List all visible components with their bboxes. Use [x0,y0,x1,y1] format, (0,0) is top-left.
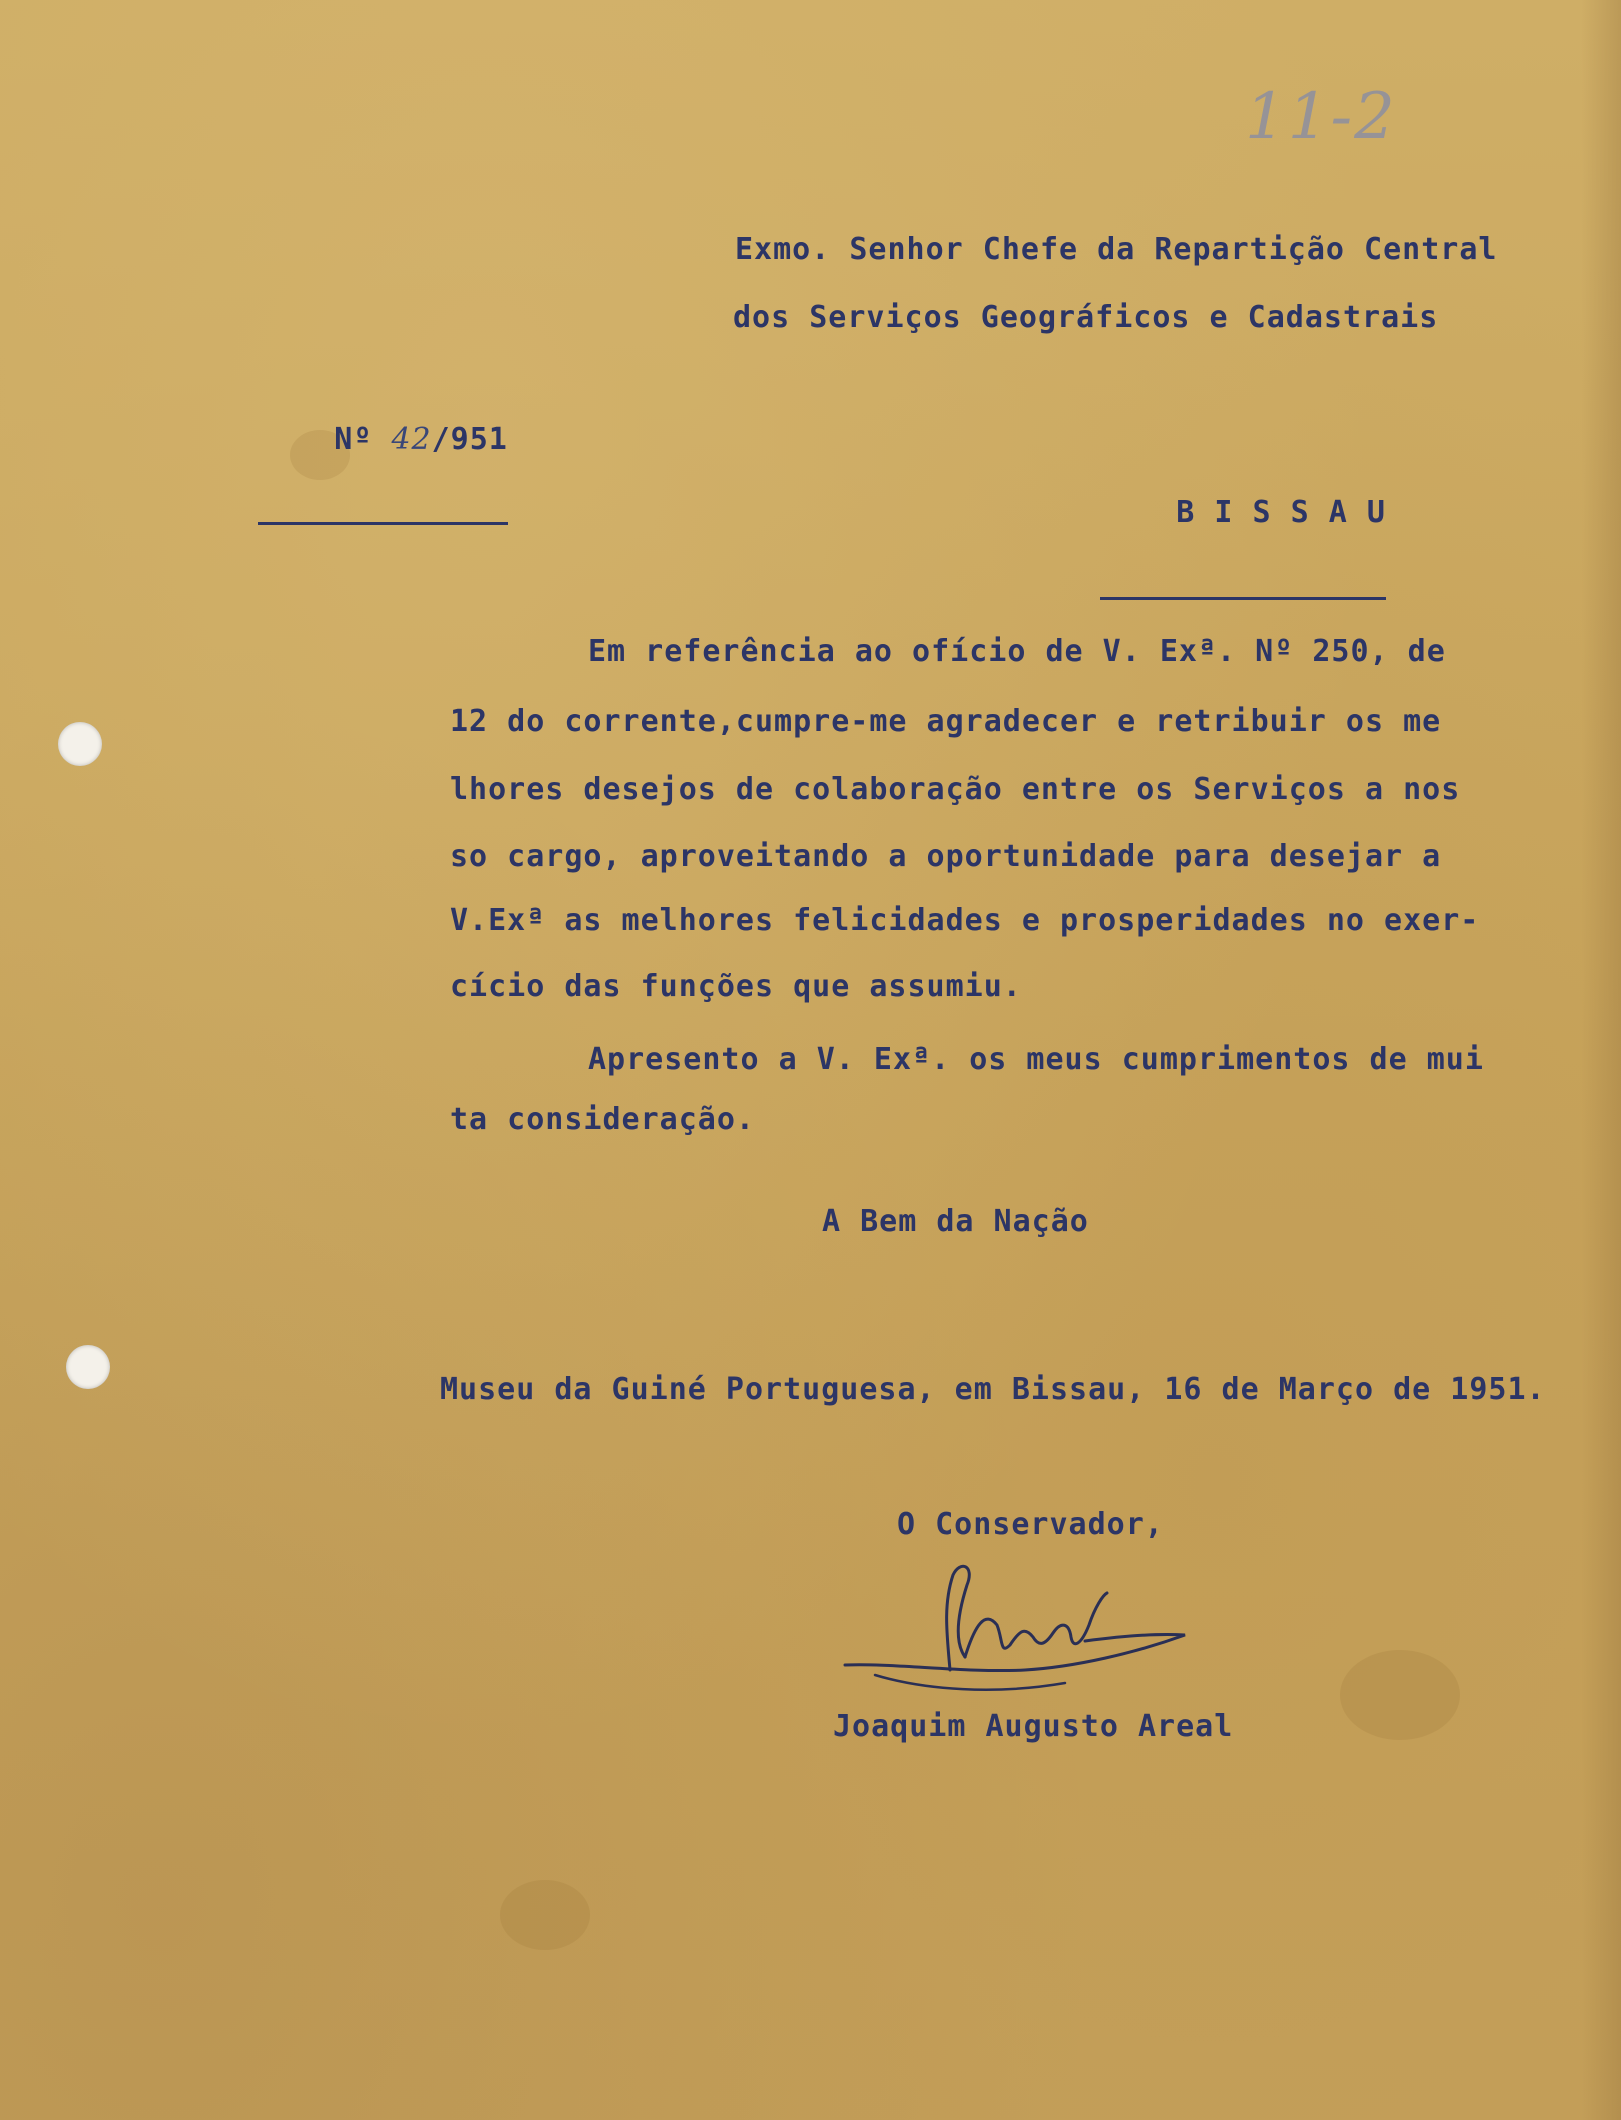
recipient-line-1: Exmo. Senhor Chefe da Repartição Central [735,232,1498,267]
city-heading-underline [1100,597,1386,600]
recipient-line-2: dos Serviços Geográficos e Cadastrais [733,300,1439,335]
paper-stain [1340,1650,1460,1740]
city-heading-text: B I S S A U [1176,495,1386,530]
body-line: so cargo, aproveitando a oportunidade para desejar a [450,839,1442,874]
body-line: ta consideração. [450,1102,755,1137]
body-line: Em referência ao ofício de V. Exª. Nº 250, de [588,634,1446,669]
page-edge-shadow [1581,0,1621,2120]
handwritten-signature [835,1545,1195,1705]
place-and-date: Museu da Guiné Portuguesa, em Bissau, 16 de Março de 1951. [440,1372,1546,1407]
closing-motto: A Bem da Nação [822,1204,1089,1239]
city-heading [1100,468,1386,588]
punch-hole-bottom [66,1345,110,1389]
signatory-name: Joaquim Augusto Areal [833,1709,1234,1744]
paper-stain [500,1880,590,1950]
body-line: V.Exª as melhores felicidades e prosperidades no exer- [450,903,1480,938]
punch-hole-top [58,722,102,766]
document-number [258,395,508,515]
body-line: 12 do corrente,cumpre-me agradecer e retribuir os me [450,704,1442,739]
handwritten-reference-mark: 11-2 [1245,80,1397,154]
signatory-title: O Conservador, [897,1507,1164,1542]
body-line: Apresento a V. Exª. os meus cumprimentos de mui [588,1042,1484,1077]
document-number-handwritten: 42 [391,422,432,457]
document-number-underline [258,522,508,525]
body-line: cício das funções que assumiu. [450,969,1022,1004]
document-number-suffix: /951 [431,422,508,457]
body-line: lhores desejos de colaboração entre os Serviços a nos [450,772,1461,807]
document-number-prefix: Nº [334,422,392,457]
